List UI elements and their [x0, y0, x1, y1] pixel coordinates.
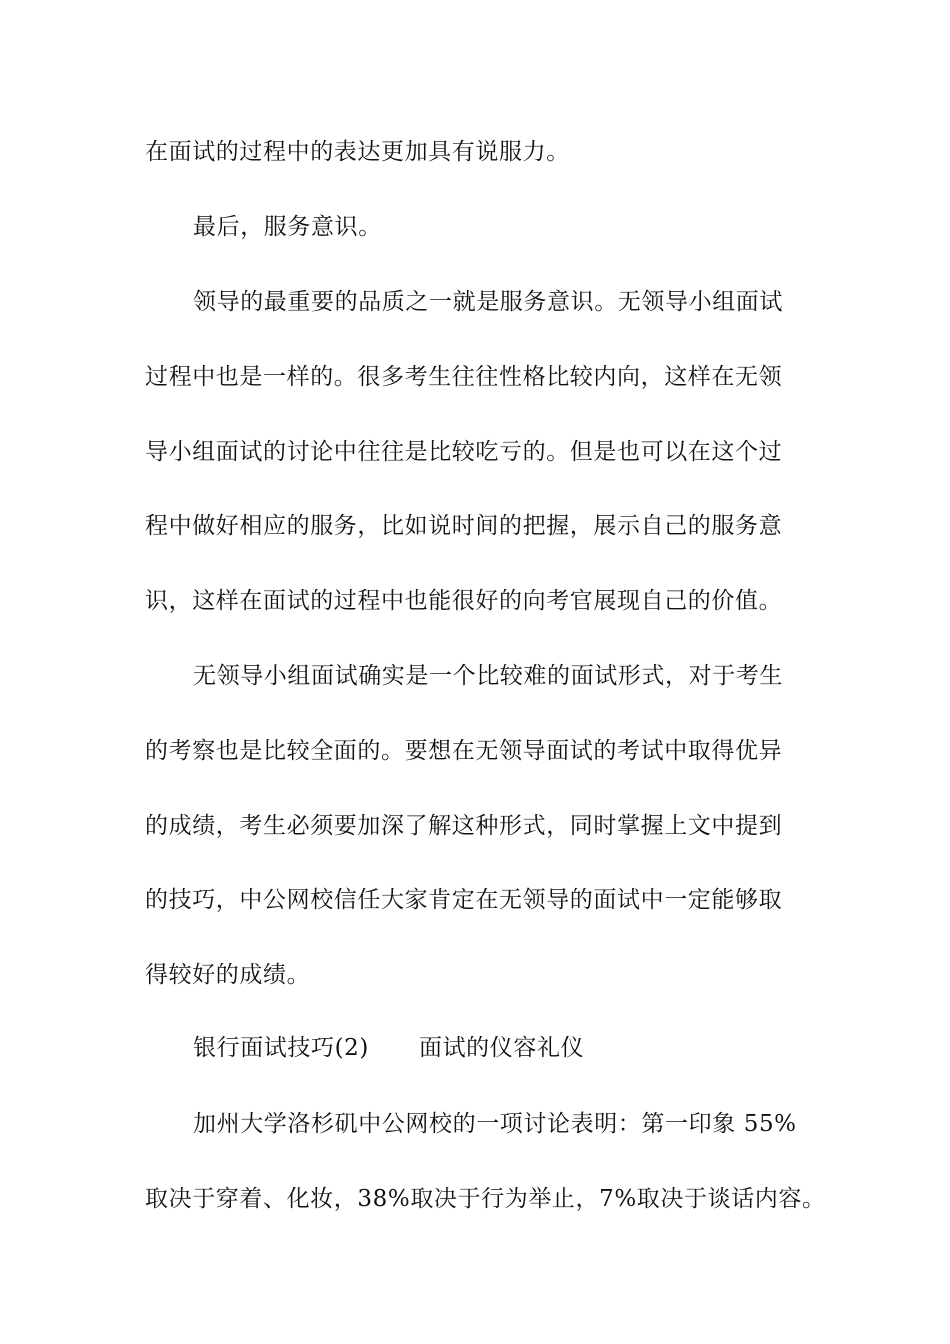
paragraph-line: 取决于穿着、化妆，38%取决于行为举止，7%取决于谈话内容。	[145, 1186, 826, 1212]
paragraph-line: 的成绩，考生必须要加深了解这种形式，同时掌握上文中提到	[145, 813, 783, 839]
section-heading-left: 银行面试技巧(2)	[193, 1035, 369, 1061]
paragraph-line: 在面试的过程中的表达更加具有说服力。	[145, 139, 570, 165]
paragraph-line: 过程中也是一样的。很多考生往往性格比较内向，这样在无领	[145, 364, 783, 390]
paragraph-line: 无领导小组面试确实是一个比较难的面试形式，对于考生	[193, 663, 783, 689]
paragraph-line: 加州大学洛杉矶中公网校的一项讨论表明：第一印象 55%	[193, 1111, 797, 1137]
paragraph-line: 的考察也是比较全面的。要想在无领导面试的考试中取得优异	[145, 738, 783, 764]
section-heading	[193, 1028, 813, 1068]
paragraph-line: 程中做好相应的服务，比如说时间的把握，展示自己的服务意	[145, 513, 783, 539]
paragraph-line: 导小组面试的讨论中往往是比较吃亏的。但是也可以在这个过	[145, 439, 783, 465]
paragraph-line: 的技巧，中公网校信任大家肯定在无领导的面试中一定能够取	[145, 887, 783, 913]
paragraph-line: 得较好的成绩。	[145, 962, 311, 988]
section-heading-right: 面试的仪容礼仪	[418, 1035, 585, 1061]
section-heading-service-awareness: 最后，服务意识。	[193, 214, 382, 240]
paragraph-line: 识，这样在面试的过程中也能很好的向考官展现自己的价值。	[145, 588, 783, 614]
paragraph-line: 领导的最重要的品质之一就是服务意识。无领导小组面试	[193, 289, 783, 315]
